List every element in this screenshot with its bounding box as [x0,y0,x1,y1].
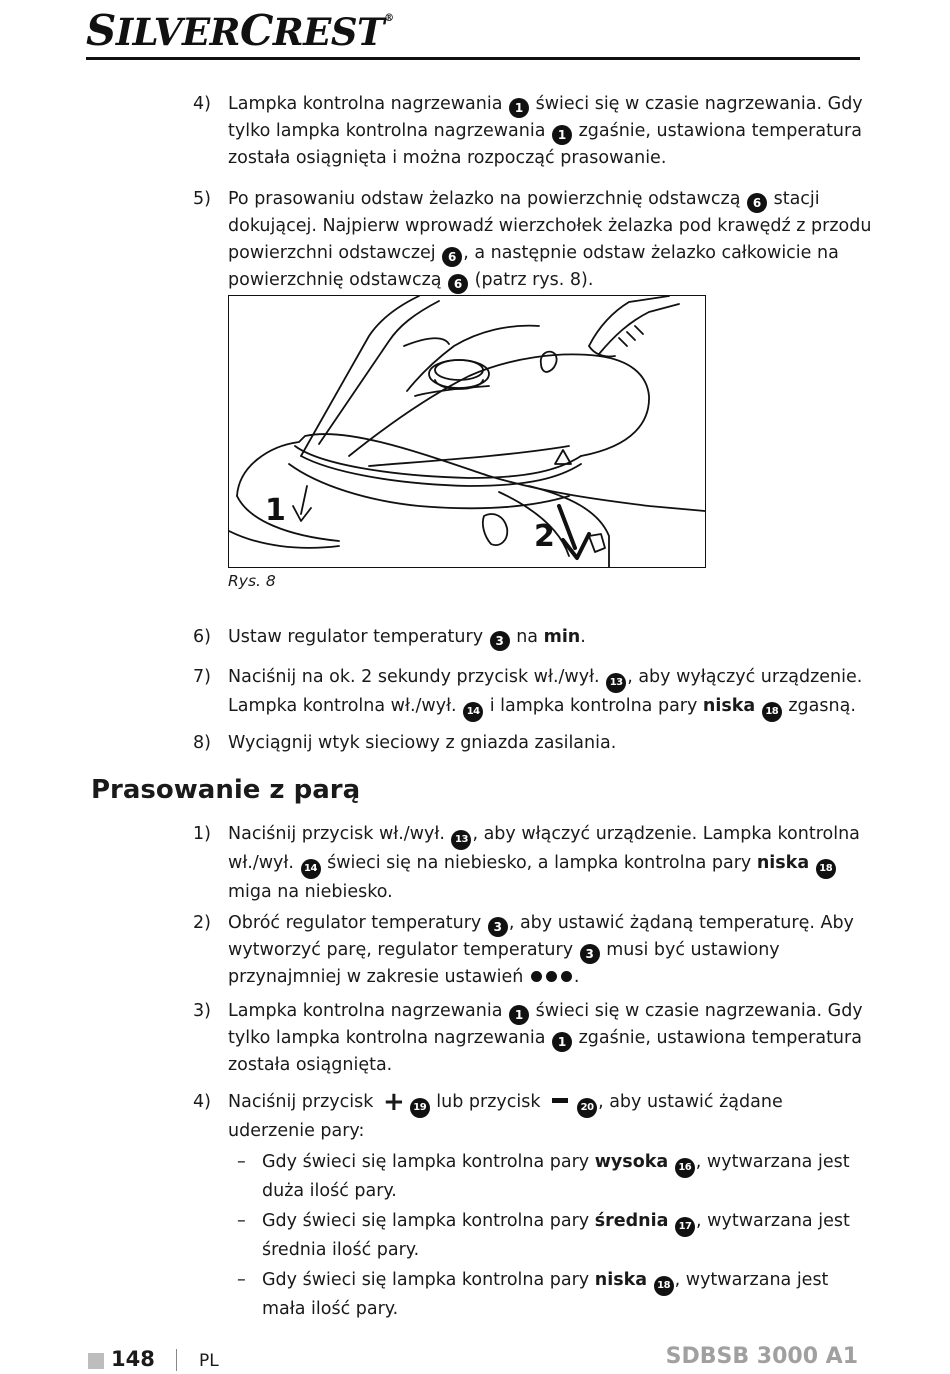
step-7-power-off: 7) Naciśnij na ok. 2 sekundy przycisk wł./wył. 13 , aby wyłączyć urządzenie. Lampka kontrolna wł./wył. 14 i lampka kontrolna pary niska 18 zgasną. [193,664,873,722]
minus-icon [552,1098,568,1103]
language-code: PL [199,1351,219,1371]
steam-level-low: – Gdy świeci się lampka kontrolna pary niska 18 , wytwarzana jest mała ilość pary. [237,1270,829,1319]
steam-step-1: 1) Naciśnij przycisk wł./wył. 13 , aby włączyć urządzenie. Lampka kontrolna wł./wył. 14 świeci się na niebiesko, a lampka kontrolna pary niska 18 miga na niebiesko. [193,824,860,902]
steam-step-3: 3) Lampka kontrolna nagrzewania 1 świeci się w czasie nagrzewania. Gdy tylko lampka kontrolna nagrzewania 1 zgaśnie, ustawiona temperatura została osiągnięta. [193,1001,863,1075]
model-number: SDBSB 3000 A1 [665,1344,858,1369]
setting-dot-icon [546,971,557,982]
steam-step-2: 2) Obróć regulator temperatury 3 , aby ustawić żądaną temperaturę. Aby wytworzyć parę, regulator temperatury 3 musi być ustawiony przynajmniej w zakresie ustawień . [193,913,854,987]
page-number: 148 [111,1347,155,1371]
step-6-temperature-min: 6) Ustaw regulator temperatury 3 na min. [193,624,873,651]
step-4-heating: 4) Lampka kontrolna nagrzewania 1 świeci się w czasie nagrzewania. Gdy tylko lampka kontrolna nagrzewania 1 zgaśnie, ustawiona temperatura została osiągnięta i można rozpocząć prasowanie. [193,94,863,168]
figure-caption: Rys. 8 [228,572,276,590]
footer-divider [176,1349,177,1371]
steam-level-medium: – Gdy świeci się lampka kontrolna pary średnia 17 , wytwarzana jest średnia ilość pary. [237,1211,850,1260]
step-label-2: 2 [534,519,555,554]
iron-docking-illustration [228,295,706,568]
steam-level-high: – Gdy świeci się lampka kontrolna pary wysoka 16 , wytwarzana jest duża ilość pary. [237,1152,850,1201]
setting-dot-icon [561,971,572,982]
page-marker [88,1353,104,1369]
plus-icon: + [382,1087,405,1117]
step-label-1: 1 [265,493,286,528]
brand-logo: SILVERCREST® [86,6,394,55]
step-5-place-iron: 5) Po prasowaniu odstaw żelazko na powierzchnię odstawczą 6 stacji dokującej. Najpierw wprowadź wierzchołek żelazka pod krawędź z przodu powierzchni odstawczej 6 , a następnie odstaw żelazko całkowicie na powierzchnię odstawczą 6 (patrz rys. 8). [193,186,873,294]
section-title: Prasowanie z parą [91,775,361,805]
header-rule [86,57,860,60]
setting-dot-icon [531,971,542,982]
step-8-unplug: 8) Wyciągnij wtyk sieciowy z gniazda zasilania. [193,733,617,753]
iron-drawing [229,296,705,567]
steam-step-4: 4) Naciśnij przycisk + 19 lub przycisk 20 , aby ustawić żądane uderzenie pary: [193,1087,783,1141]
